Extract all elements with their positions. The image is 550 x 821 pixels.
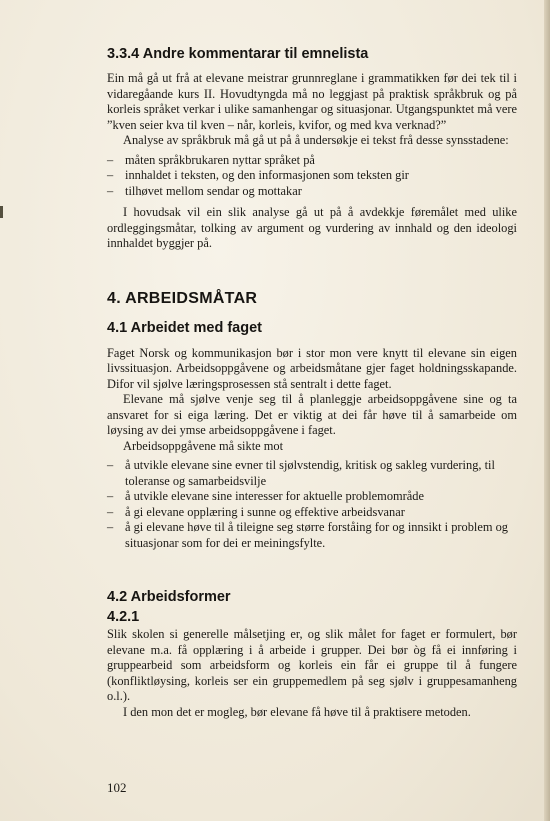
margin-mark xyxy=(0,206,3,218)
paragraph: Faget Norsk og kommunikasjon bør i stor mon vere knytt til elevane sin eigen livssituasjon. Arbeidsoppgåvene og arbeidsmåtane gjer faget holdningsskapande. Difor vil sjølve læringsprosessen stå sentralt i dette faget. xyxy=(107,345,517,391)
heading-4-1: 4.1 Arbeidet med faget xyxy=(107,319,262,336)
paragraph: I hovudsak vil ein slik analyse gå ut på å avdekkje føremålet med ulike ordleggingsmåtar, tolking av argument og vurdering av innhald og den ideologi innhaldet byggjer på. xyxy=(107,205,517,250)
paragraph: Arbeidsoppgåvene må sikte mot xyxy=(123,438,284,453)
paragraph: Slik skolen si generelle målsetjing er, og slik målet for faget er formulert, bør elevane m.a. få opplæring i å arbeide i grupper. Dei bør òg få ei innføring i gruppearbeid som arbeidsform og korleis ein får ei gruppe til å fungere (konfliktløysing, korleis ser ein gruppemedlem på seg sjølv i gruppesamanheng o.l.). xyxy=(107,627,517,703)
list-item: – å gi elevane høve til å tileigne seg større forståing for og innsikt i problem og situasjonar som for dei er meiningsfylte. xyxy=(107,520,517,551)
paragraph: Ein må gå ut frå at elevane meistrar grunnreglane i grammatikken før dei tek til i vidaregåande kurs II. Hovudtyngda må no leggjast på praktisk språkbruk og på korleis språket verkar i ulike samanhengar og situasjonar. Utgangspunktet må vere ”kven seier kva til kven – når, korleis, kvifor, og med kva verknad?” xyxy=(107,71,517,132)
list-item: – måten språkbrukaren nyttar språket på xyxy=(107,153,517,169)
paragraph: I den mon det er mogleg, bør elevane få høve til å praktisere metoden. xyxy=(123,704,471,719)
page-edge xyxy=(544,0,550,821)
dash-list xyxy=(107,153,517,200)
list-item: – å utvikle elevane sine interesser for aktuelle problemområde xyxy=(107,489,517,505)
list-item: – å gi elevane opplæring i sunne og effektive arbeidsvanar xyxy=(107,505,517,521)
heading-3-3-4: 3.3.4 Andre kommentarar til emnelista xyxy=(107,46,369,62)
chapter-heading: 4. ARBEIDSMÅTAR xyxy=(107,289,258,307)
heading-4-2-1: 4.2.1 xyxy=(107,609,140,625)
paragraph: Analyse av språkbruk må gå ut på å undersøkje ei tekst frå desse synsstadene: xyxy=(123,133,509,147)
list-item: – tilhøvet mellom sendar og mottakar xyxy=(107,184,517,200)
dash-list xyxy=(107,458,517,551)
page-number: 102 xyxy=(107,780,127,795)
paragraph: Elevane må sjølve venje seg til å planleggje arbeidsoppgåvene sine og ta ansvaret for si eiga læring. Det er viktig at dei får høve til å samarbeide om løysing av dei ymse arbeidsoppgåvene i faget. xyxy=(107,392,517,437)
list-item: – innhaldet i teksten, og den informasjonen som teksten gir xyxy=(107,168,517,184)
page-content xyxy=(107,46,517,720)
list-item: – å utvikle elevane sine evner til sjølvstendig, kritisk og sakleg vurdering, til toleranse og samarbeidsvilje xyxy=(107,458,517,489)
heading-4-2: 4.2 Arbeidsformer xyxy=(107,589,231,605)
